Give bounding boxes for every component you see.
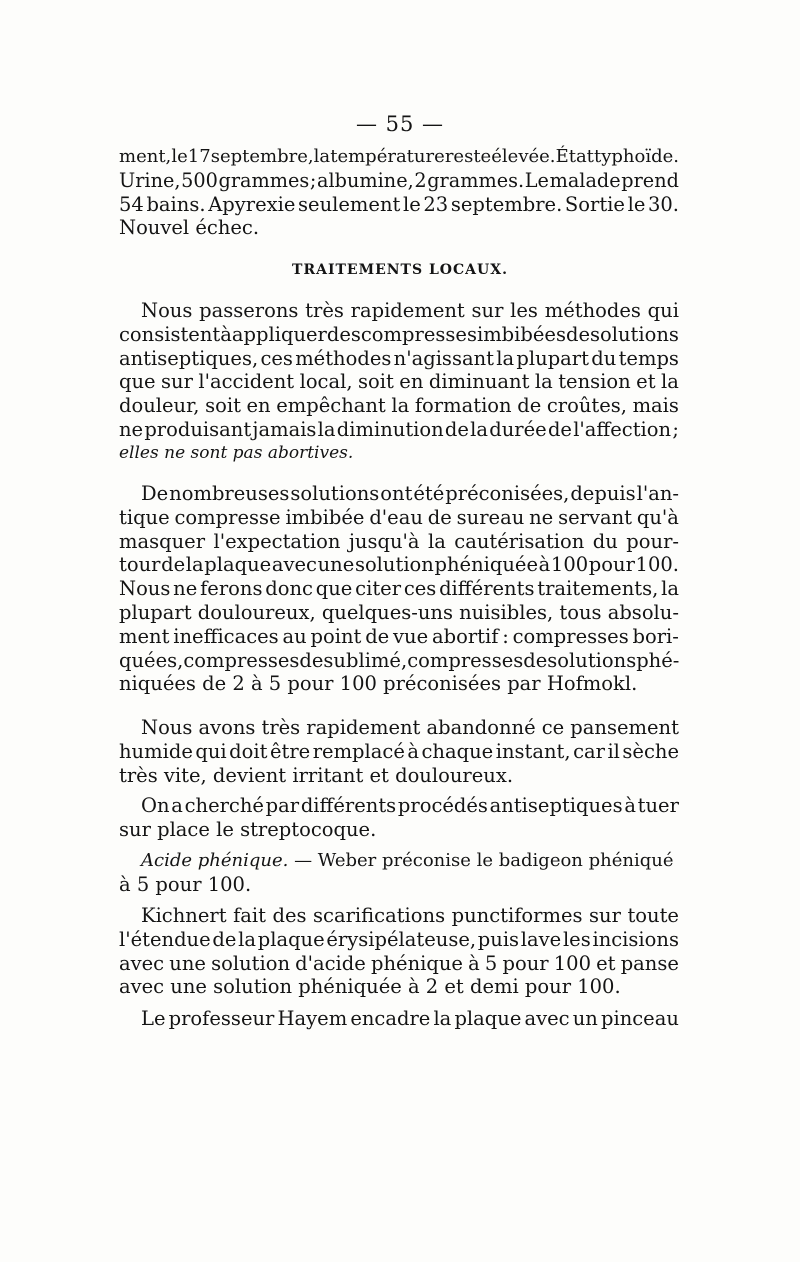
text-line: Nous avons très rapidement abandonné ce pansement xyxy=(141,716,679,739)
text-line: ment inefficaces au point de vue abortif : compresses bori- xyxy=(119,624,679,648)
text-line: Nous ne ferons donc que citer ces différents traitements, la xyxy=(119,577,679,601)
paragraph-4 xyxy=(119,794,679,842)
paragraph-5 xyxy=(119,849,679,897)
text-line: tour de la plaque avec une solution phéniquée à 100 pour 100. xyxy=(119,553,679,577)
paragraph-2 xyxy=(119,482,679,696)
text-line: l'étendue de la plaque érysipélateuse, puis lave les incisions xyxy=(119,927,679,951)
text-line: plupart douloureux, quelques-uns nuisibles, tous absolu- xyxy=(119,600,679,624)
text-line: On a cherché par différents procédés antiseptiques à tuer xyxy=(141,794,679,817)
text-line: humide qui doit être remplacé à chaque instant, car il sèche xyxy=(119,739,679,763)
text-line: Nouvel échec. xyxy=(119,216,260,240)
text-line xyxy=(119,849,679,873)
text-line: 54 bains. Apyrexie seulement le 23 septembre. Sortie le 30. xyxy=(119,192,679,216)
text-line: avec une solution phéniquée à 2 et demi pour 100. xyxy=(119,975,621,999)
line-rest: — Weber préconise le badigeon phéniqué xyxy=(288,850,674,871)
text-line: Le professeur Hayem encadre la plaque avec un pinceau xyxy=(141,1007,679,1030)
paragraph-3 xyxy=(119,716,679,787)
text-line: masquer l'expectation jusqu'à la cautérisation du pour- xyxy=(119,529,679,553)
text-line: sur place le streptocoque. xyxy=(119,817,377,841)
text-line: Kichnert fait des scarifications punctiformes sur toute xyxy=(141,904,679,927)
paragraph-6 xyxy=(119,904,679,999)
text-line: douleur, soit en empêchant la formation de croûtes, mais xyxy=(119,394,679,418)
text-line: à 5 pour 100. xyxy=(119,872,252,896)
text-line: Urine, 500 grammes ; albumine, 2 grammes. Le malade prend xyxy=(119,168,679,192)
text-line: avec une solution d'acide phénique à 5 pour 100 et panse xyxy=(119,951,679,975)
text-line: consistent à appliquer des compresses imbibées de solutions xyxy=(119,322,679,346)
text-line: très vite, devient irritant et douloureux. xyxy=(119,763,514,787)
text-line: ment, le 17 septembre, la température reste élevée. État typhoïde. xyxy=(119,146,679,167)
text-line: que sur l'accident local, soit en diminuant la tension et la xyxy=(119,370,679,394)
text-line: antiseptiques, ces méthodes n'agissant la plupart du temps xyxy=(119,346,679,370)
text-line: quées, compresses de sublimé, compresses de solutions phé- xyxy=(119,648,680,672)
section-heading: TRAITEMENTS LOCAUX. xyxy=(292,262,508,278)
paragraph-7 xyxy=(119,1007,679,1031)
text-line: niquées de 2 à 5 pour 100 préconisées par Hofmokl. xyxy=(119,672,638,696)
text-line: Nous passerons très rapidement sur les méthodes qui xyxy=(141,299,679,322)
paragraph-intro xyxy=(119,145,679,240)
italic-lead: Acide phénique. xyxy=(141,850,289,871)
text-line: ne produisant jamais la diminution de la durée de l'affection ; xyxy=(119,417,679,441)
page-number: — 55 — xyxy=(355,112,445,136)
text-line: De nombreuses solutions ont été préconisées, depuis l'an- xyxy=(141,482,679,505)
paragraph-1 xyxy=(119,299,679,466)
text-line: tique compresse imbibée d'eau de sureau ne servant qu'à xyxy=(119,505,679,529)
text-line: elles ne sont pas abortives. xyxy=(119,442,354,463)
